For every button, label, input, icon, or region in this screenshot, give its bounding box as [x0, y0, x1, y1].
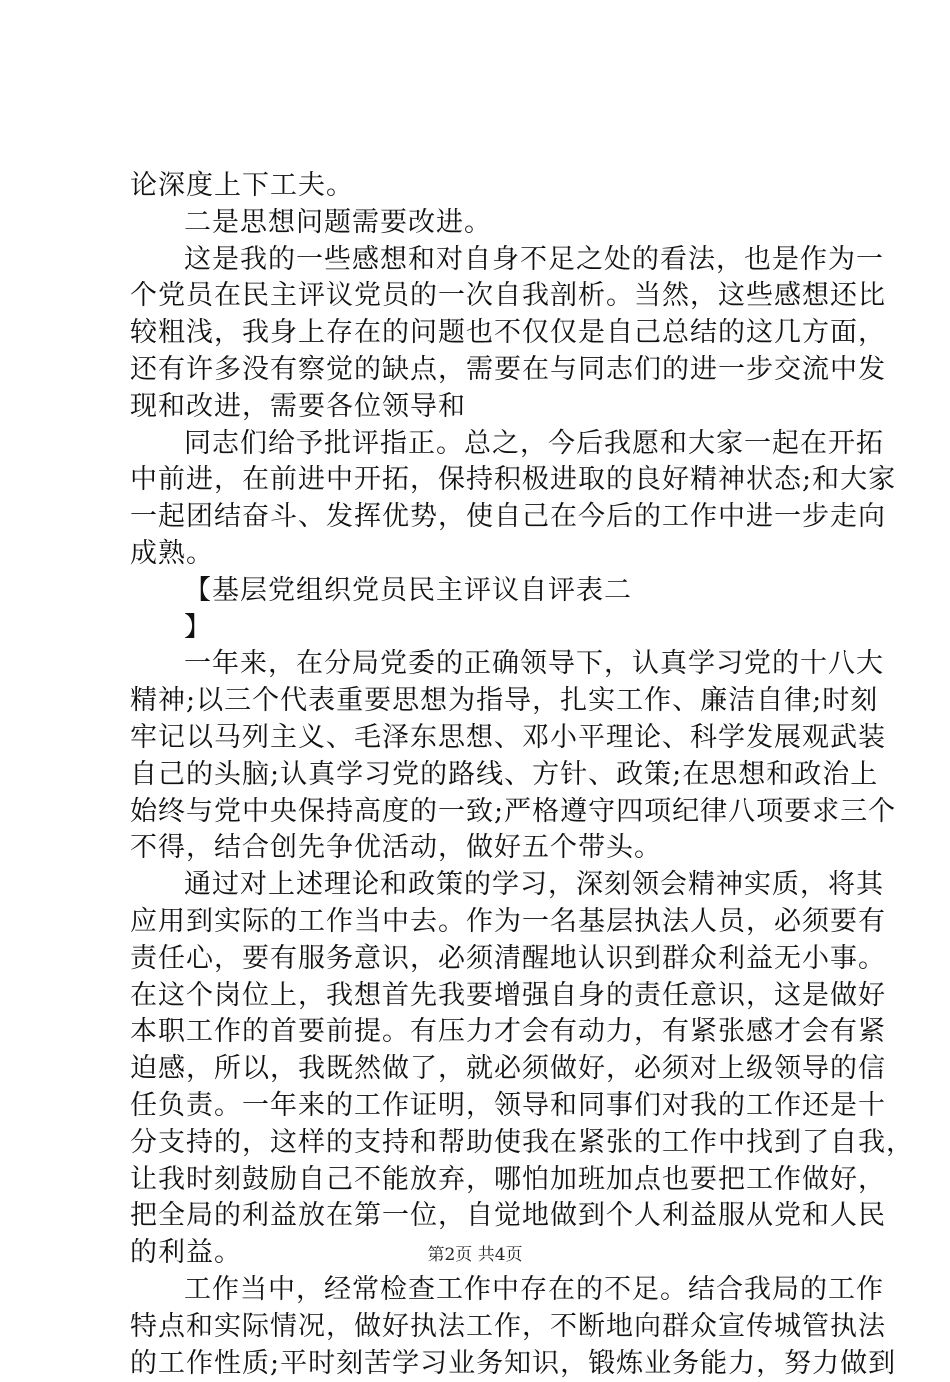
text-line: 牢记以马列主义、毛泽东思想、邓小平理论、科学发展观武装: [130, 720, 830, 757]
text-line: 这是我的一些感想和对自身不足之处的看法，也是作为一: [130, 242, 830, 279]
text-line: 应用到实际的工作当中去。作为一名基层执法人员，必须要有: [130, 904, 830, 941]
text-line: 现和改进，需要各位领导和: [130, 389, 830, 426]
text-line: 论深度上下工夫。: [130, 168, 830, 205]
section-heading: 【基层党组织党员民主评议自评表二: [130, 573, 830, 610]
text-line: 分支持的，这样的支持和帮助使我在紧张的工作中找到了自我，: [130, 1125, 830, 1162]
text-line: 工作当中，经常检查工作中存在的不足。结合我局的工作: [130, 1272, 830, 1309]
text-line: 始终与党中央保持高度的一致;严格遵守四项纪律八项要求三个: [130, 794, 830, 831]
text-line: 的工作性质;平时刻苦学习业务知识，锻炼业务能力，努力做到: [130, 1346, 830, 1382]
text-line: 精神;以三个代表重要思想为指导，扎实工作、廉洁自律;时刻: [130, 683, 830, 720]
text-line: 的利益。: [130, 1235, 830, 1272]
text-line: 让我时刻鼓励自己不能放弃，哪怕加班加点也要把工作做好，: [130, 1162, 830, 1199]
document-body: [130, 168, 830, 1382]
text-line: 特点和实际情况，做好执法工作，不断地向群众宣传城管执法: [130, 1309, 830, 1346]
text-line: 在这个岗位上，我想首先我要增强自身的责任意识，这是做好: [130, 978, 830, 1015]
text-line: 本职工作的首要前提。有压力才会有动力，有紧张感才会有紧: [130, 1014, 830, 1051]
text-line: 迫感，所以，我既然做了，就必须做好，必须对上级领导的信: [130, 1051, 830, 1088]
text-line: 二是思想问题需要改进。: [130, 205, 830, 242]
text-line: 通过对上述理论和政策的学习，深刻领会精神实质，将其: [130, 867, 830, 904]
text-line: 个党员在民主评议党员的一次自我剖析。当然，这些感想还比: [130, 278, 830, 315]
text-line: 还有许多没有察觉的缺点，需要在与同志们的进一步交流中发: [130, 352, 830, 389]
text-line: 同志们给予批评指正。总之，今后我愿和大家一起在开拓: [130, 426, 830, 463]
text-line: 一起团结奋斗、发挥优势，使自己在今后的工作中进一步走向: [130, 499, 830, 536]
text-line: 成熟。: [130, 536, 830, 573]
text-line: 中前进，在前进中开拓，保持积极进取的良好精神状态;和大家: [130, 462, 830, 499]
text-line: 把全局的利益放在第一位，自觉地做到个人利益服从党和人民: [130, 1198, 830, 1235]
text-line: 任负责。一年来的工作证明，领导和同事们对我的工作还是十: [130, 1088, 830, 1125]
text-line: 一年来，在分局党委的正确领导下，认真学习党的十八大: [130, 646, 830, 683]
text-line: 责任心，要有服务意识，必须清醒地认识到群众利益无小事。: [130, 941, 830, 978]
text-line: 较粗浅，我身上存在的问题也不仅仅是自己总结的这几方面，: [130, 315, 830, 352]
text-line: 不得，结合创先争优活动，做好五个带头。: [130, 830, 830, 867]
page-number-footer: 第2页 共4页: [0, 1240, 950, 1265]
section-heading-bracket: 】: [130, 610, 830, 647]
text-line: 自己的头脑;认真学习党的路线、方针、政策;在思想和政治上: [130, 757, 830, 794]
